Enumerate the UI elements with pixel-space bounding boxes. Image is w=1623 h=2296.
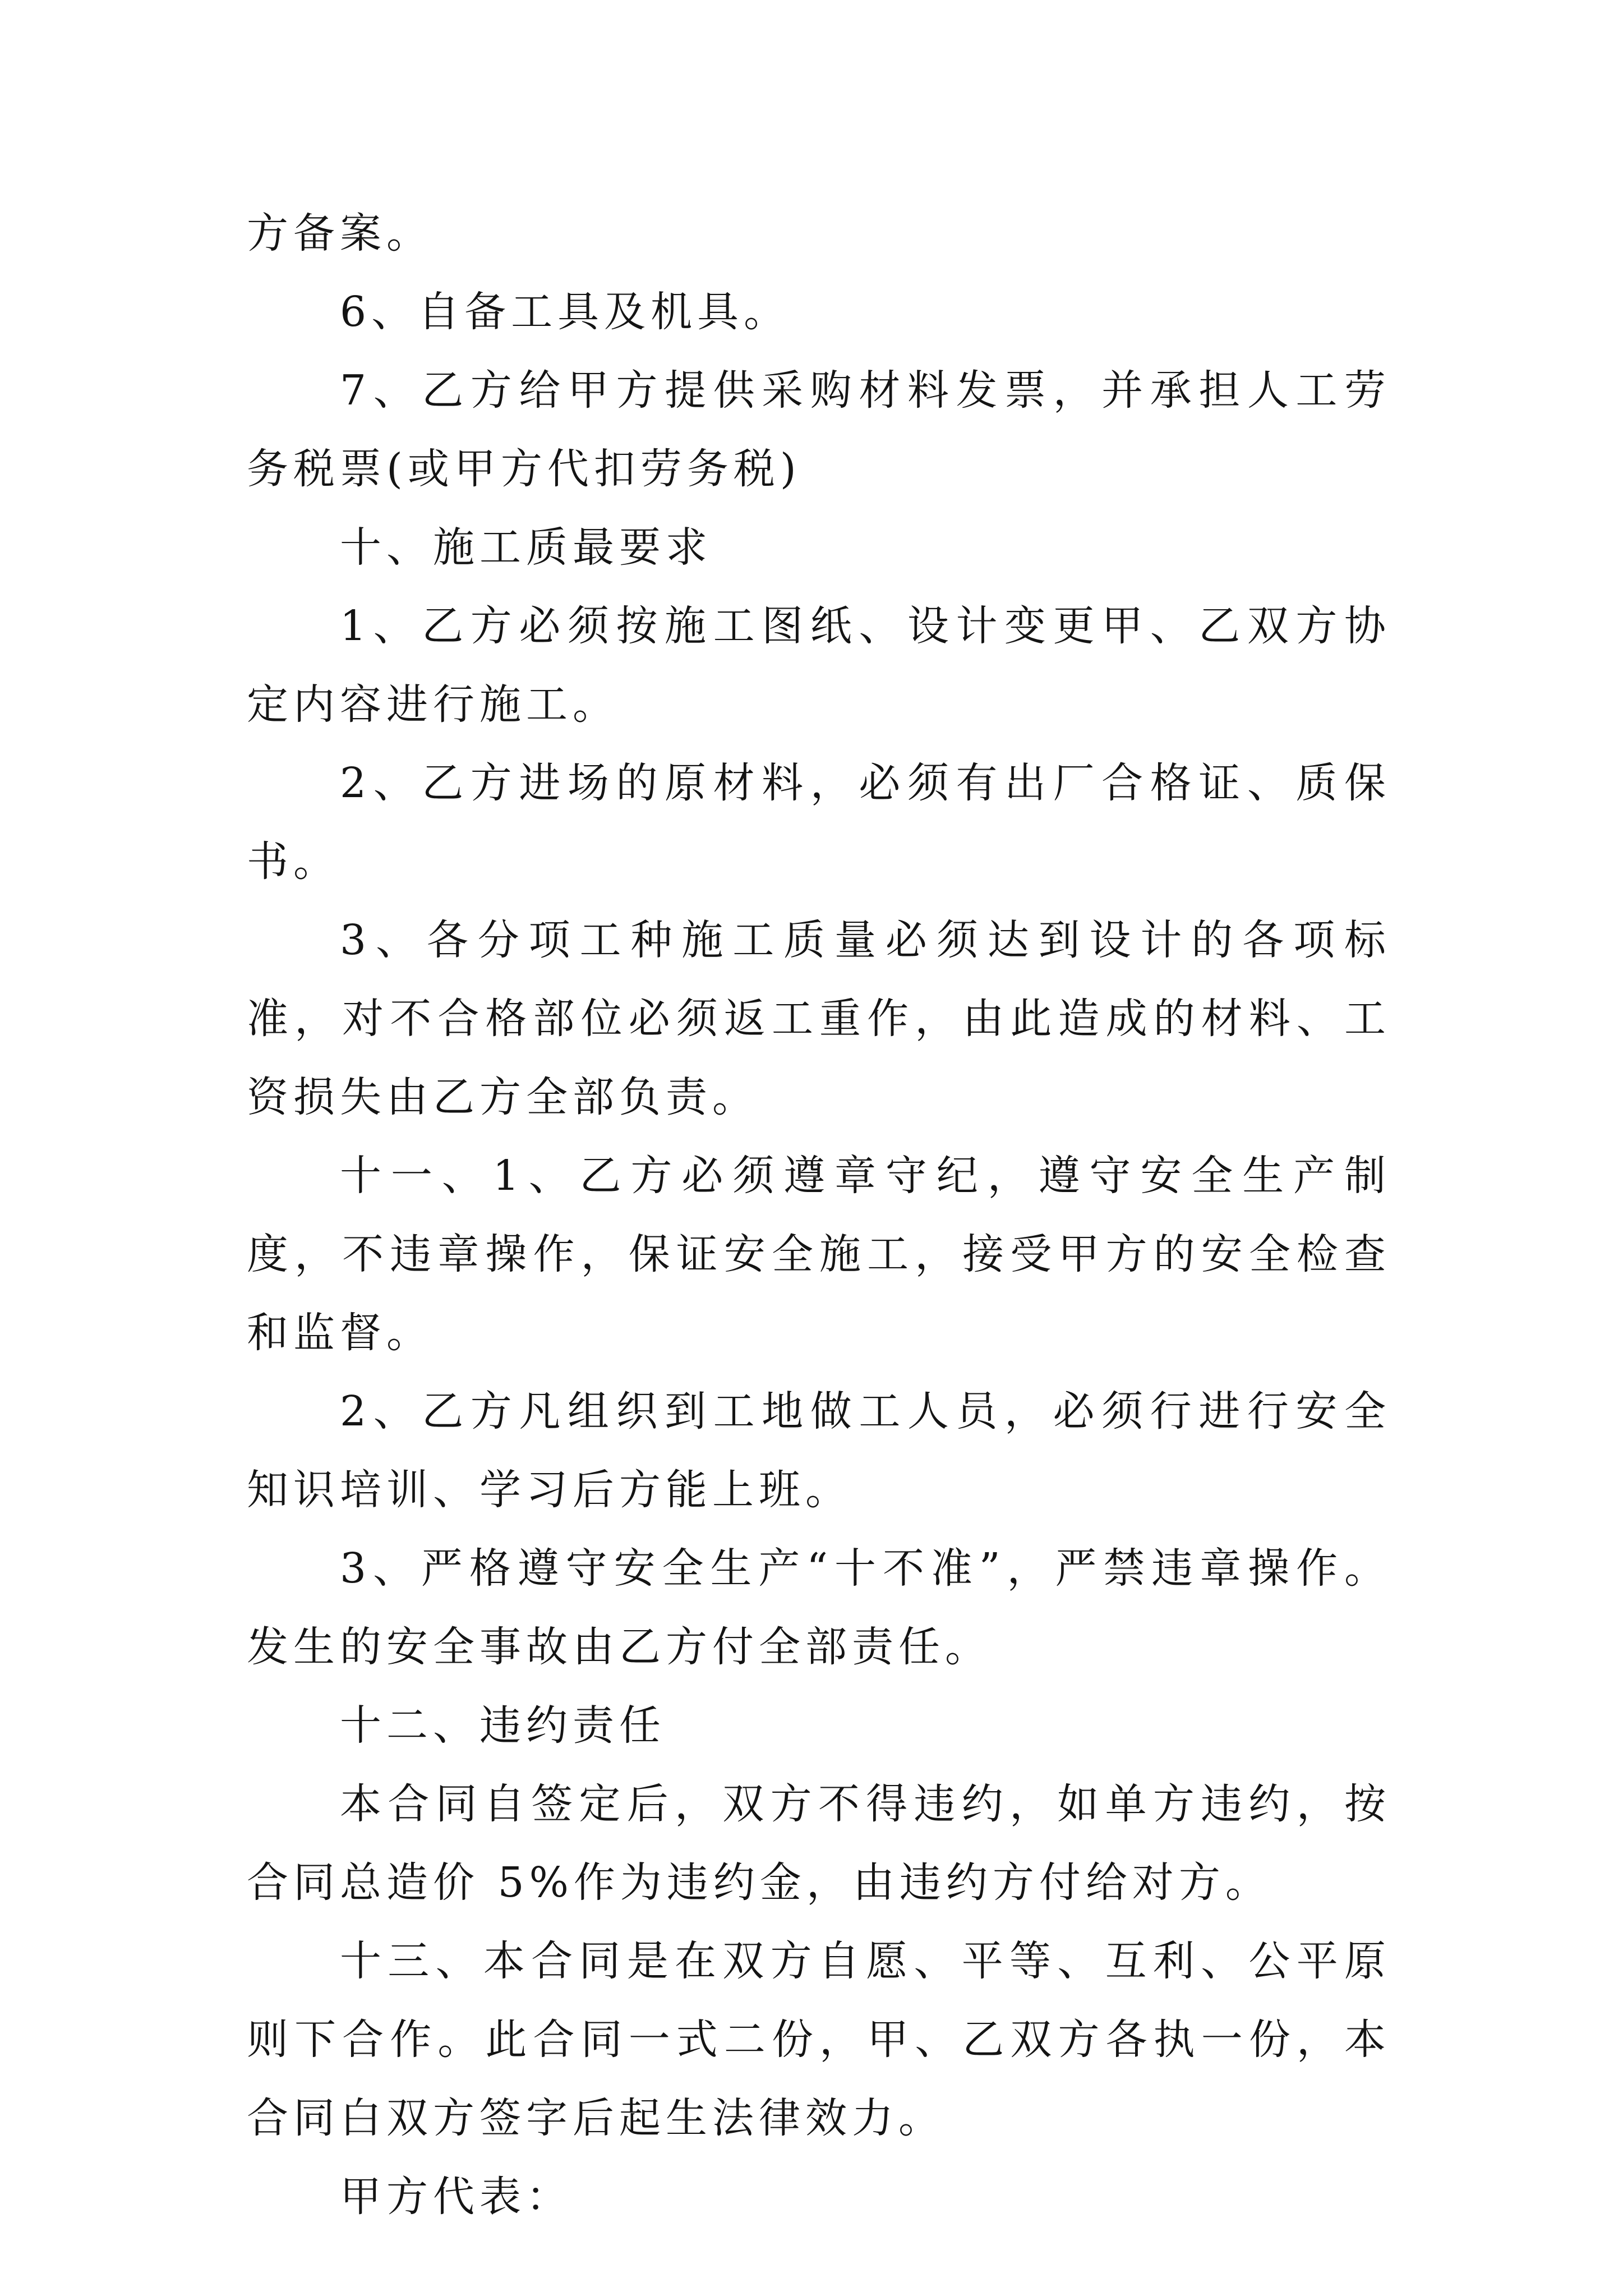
paragraph-safety-2: 2、乙方凡组织到工地做工人员，必须行进行安全知识培训、学习后方能上班。 xyxy=(247,1387,1391,1514)
paragraph-breach-penalty: 本合同自签定后，双方不得违约，如单方违约，按合同总造价 5%作为违约金，由违约方付给对方。 xyxy=(247,1780,1391,1907)
signature-party-a-label: 甲方代表： xyxy=(340,2173,573,2221)
section-heading-10-quality: 十、施工质最要求 xyxy=(340,523,712,572)
paragraph-quality-2: 2、乙方进场的原材料，必须有出厂合格证、质保书。 xyxy=(247,759,1391,886)
document-body xyxy=(247,194,1391,2236)
paragraph-13-effectiveness: 十三、本合同是在双方自愿、平等、互利、公平原则下合作。此合同一式二份，甲、乙双方各执一份，本合同白双方签字后起生法律效力。 xyxy=(247,1937,1391,2142)
paragraph-item-7-invoice: 7、乙方给甲方提供采购材料发票，并承担人工劳务税票(或甲方代扣劳务税) xyxy=(247,366,1391,493)
section-heading-12-liability: 十二、违约责任 xyxy=(340,1701,666,1750)
paragraph-safety-3: 3、严格遵守安全生产“十不准”，严禁违章操作。发生的安全事故由乙方付全部责任。 xyxy=(247,1544,1391,1671)
paragraph-safety-1: 十一、1、乙方必须遵章守纪，遵守安全生产制度，不违章操作，保证安全施工，接受甲方的安全检查和监督。 xyxy=(247,1152,1391,1357)
paragraph-quality-3: 3、各分项工种施工质量必须达到设计的各项标准，对不合格部位必须返工重作，由此造成的材料、工资损失由乙方全部负责。 xyxy=(247,916,1391,1121)
paragraph-quality-1: 1、乙方必须按施工图纸、设计变更甲、乙双方协定内容进行施工。 xyxy=(247,602,1391,729)
paragraph-item-6-tools: 6、自备工具及机具。 xyxy=(340,288,791,336)
paragraph-record-filing: 方备案。 xyxy=(247,209,433,257)
